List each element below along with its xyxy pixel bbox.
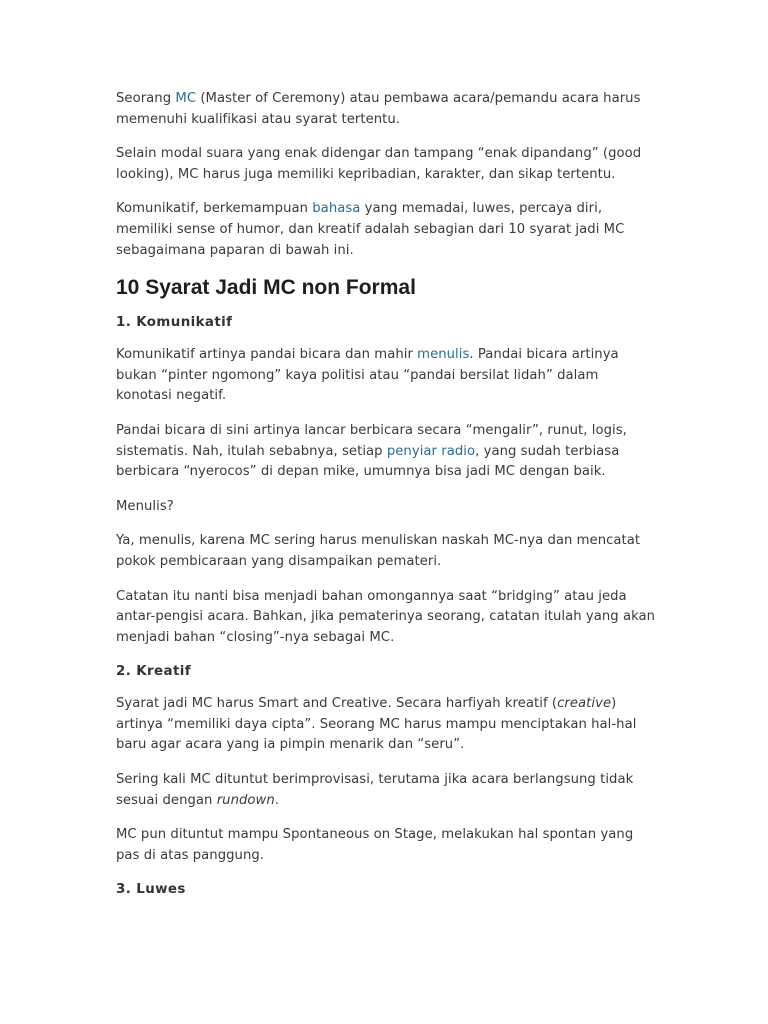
text: (Master of Ceremony) atau pembawa acara/pemandu acara harus memenuhi kualifikasi atau syarat tertentu. — [116, 91, 641, 127]
link-mc[interactable]: MC — [175, 91, 197, 106]
intro-paragraph-2: Selain modal suara yang enak didengar dan tampang “enak dipandang” (good looking), MC harus juga memiliki kepribadian, karakter, dan sikap tertentu. — [116, 146, 642, 182]
section-title-komunikatif: 1. Komunikatif — [116, 315, 233, 331]
text: Seorang — [116, 91, 176, 106]
komunikatif-paragraph-5: Catatan itu nanti bisa menjadi bahan omongannya saat “bridging” atau jeda antar-pengisi acara. Bahkan, jika pematerinya seorang, catatan itulah yang akan menjadi bahan “closing”-nya sebagai MC. — [116, 588, 656, 645]
komunikatif-paragraph-3: Menulis? — [116, 498, 174, 514]
emphasis-rundown: rundown — [216, 792, 275, 808]
komunikatif-paragraph-2 — [116, 421, 658, 483]
text: Komunikatif artinya pandai bicara dan mahir — [116, 347, 418, 363]
text: . — [274, 792, 280, 808]
kreatif-paragraph-1 — [116, 694, 658, 756]
section-title-kreatif: 2. Kreatif — [116, 664, 191, 680]
text: Syarat jadi MC harus Smart and Creative. Secara harfiyah kreatif ( — [116, 696, 558, 712]
section-title-luwes: 3. Luwes — [116, 882, 186, 898]
intro-paragraph-3 — [116, 199, 658, 261]
emphasis-creative: creative — [557, 696, 612, 712]
link-penyiar-radio[interactable]: penyiar radio — [386, 443, 476, 459]
link-menulis[interactable]: menulis — [417, 347, 470, 363]
kreatif-paragraph-3: MC pun dituntut mampu Spontaneous on Stage, melakukan hal spontan yang pas di atas panggung. — [116, 827, 634, 863]
kreatif-paragraph-2 — [116, 770, 658, 811]
komunikatif-paragraph-4: Ya, menulis, karena MC sering harus menuliskan naskah MC-nya dan mencatat pokok pembicaraan yang disampaikan pemateri. — [116, 533, 641, 569]
komunikatif-paragraph-1 — [116, 345, 658, 407]
article-heading: 10 Syarat Jadi MC non Formal — [116, 276, 416, 300]
text: . Pandai bicara artinya bukan “pinter ngomong” kaya politisi atau “pandai bersilat lidah” dalam konotasi negatif. — [116, 347, 619, 404]
text: ) artinya “memiliki daya cipta”. Seorang MC harus mampu menciptakan hal-hal baru agar acara yang ia pimpin menarik dan “seru”. — [116, 696, 637, 753]
intro-paragraph-1 — [116, 89, 658, 130]
text: Pandai bicara di sini artinya lancar berbicara secara “mengalir”, runut, logis, sistematis. Nah, itulah sebabnya, setiap — [116, 422, 627, 459]
text: yang memadai, luwes, percaya diri, memiliki sense of humor, dan kreatif adalah sebagian dari 10 syarat jadi MC sebagaimana paparan di bawah ini. — [116, 201, 625, 258]
text: , yang sudah terbiasa berbicara “nyerocos” di depan mike, umumnya bisa jadi MC dengan baik. — [116, 443, 620, 480]
text: Komunikatif, berkemampuan — [116, 201, 313, 217]
text: Sering kali MC dituntut berimprovisasi, terutama jika acara berlangsung tidak sesuai dengan — [116, 772, 634, 808]
link-bahasa[interactable]: bahasa — [312, 201, 361, 217]
